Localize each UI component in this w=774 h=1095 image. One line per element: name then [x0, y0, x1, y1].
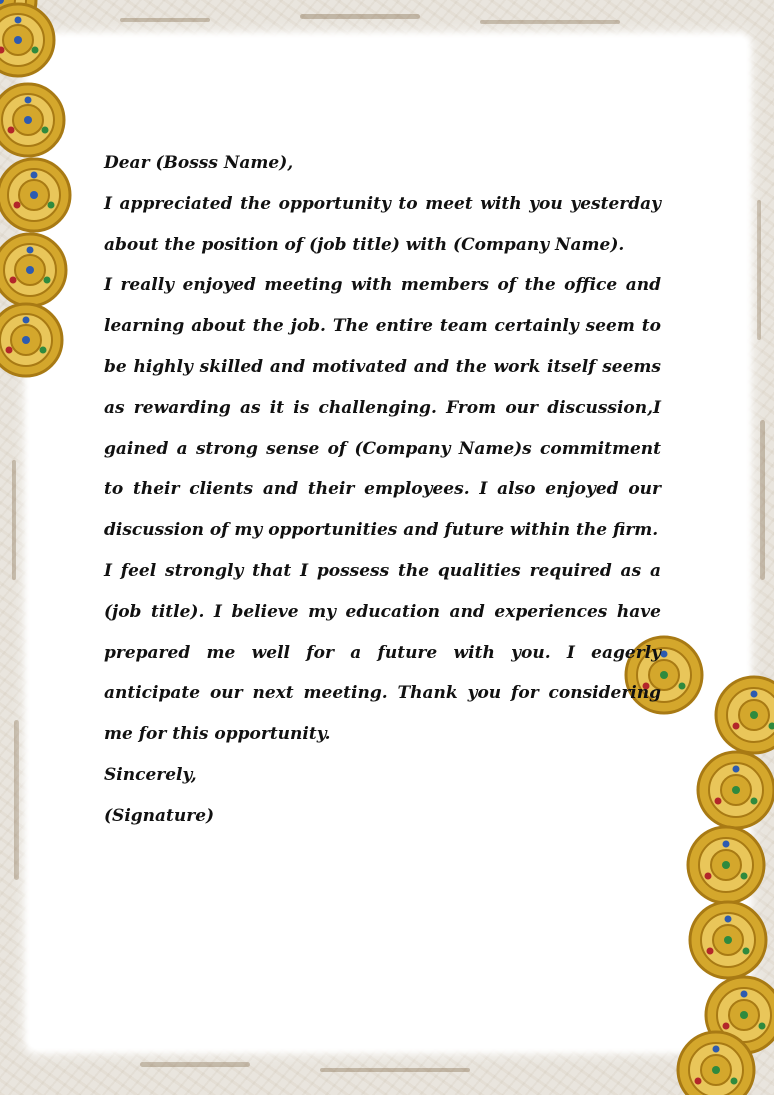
border-texture	[757, 200, 761, 340]
border-texture	[320, 1068, 470, 1072]
border-texture	[480, 20, 620, 24]
letter-body	[104, 143, 661, 837]
border-texture	[300, 14, 420, 19]
letter-paragraph-2: I really enjoyed meeting with members of the office and learning about the job. The entire team certainly seem to be highly skilled and motivated and the work itself seems as rewarding as it is challenging. From our discussion,I gained a strong sense of (Company Name)s commitment to their clients and their employees. I also enjoyed our discussion of my opportunities and future within the firm.	[104, 275, 661, 541]
letter-paragraph-3: I feel strongly that I possess the qualities required as a (job title). I believe my education and experiences have prepared me well for a future with you. I eagerly anticipate our next meeting. Thank you for considering me for this opportunity.	[104, 560, 661, 745]
letter-paragraph-1: I appreciated the opportunity to meet with you yesterday about the position of (job title) with (Company Name).	[104, 193, 661, 255]
border-texture	[120, 18, 210, 22]
gold-ornament-top-left	[0, 0, 80, 400]
letter-signature: (Signature)	[104, 805, 215, 826]
gold-ornament-bottom-right	[664, 675, 774, 1095]
border-texture	[14, 720, 19, 880]
border-texture	[140, 1062, 250, 1067]
border-texture	[12, 460, 16, 580]
border-texture	[760, 420, 765, 580]
letter-closing: Sincerely,	[104, 764, 197, 785]
letter-greeting: Dear (Bosss Name),	[104, 153, 294, 173]
